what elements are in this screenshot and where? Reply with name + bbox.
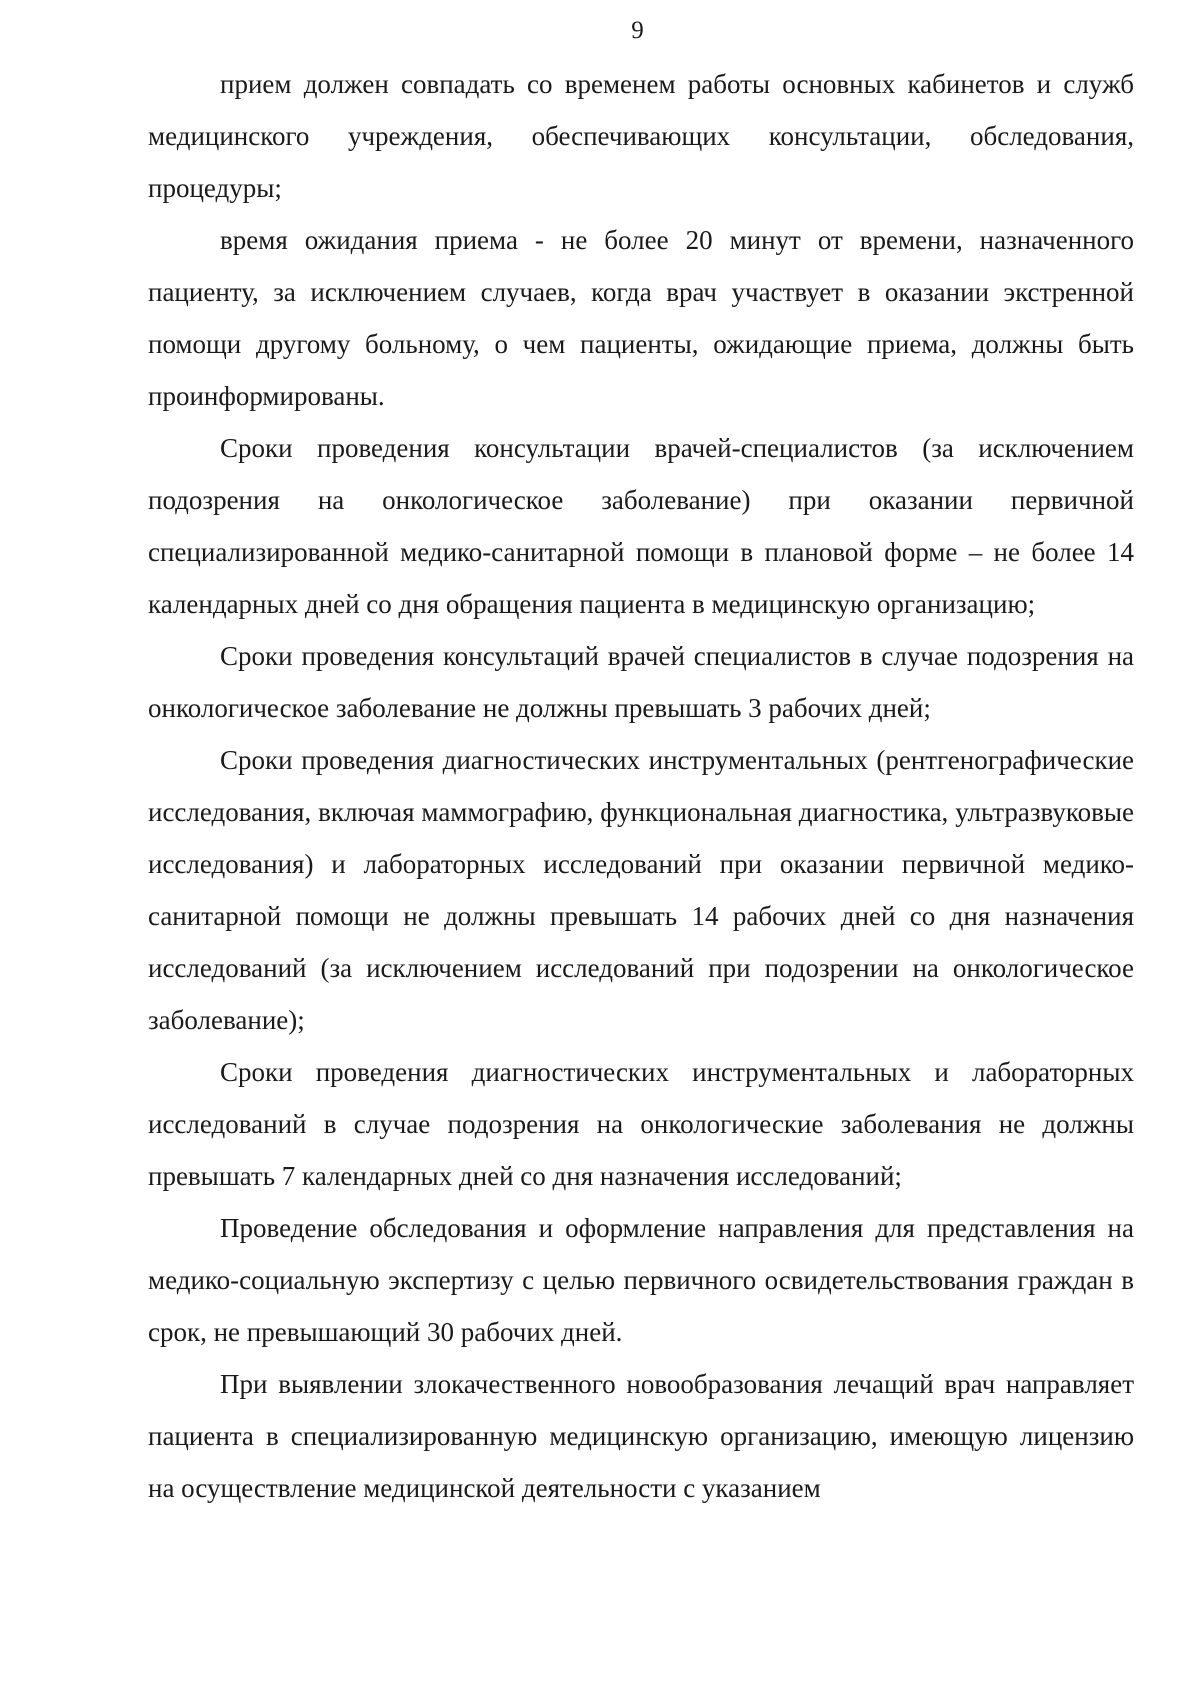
paragraph-7: Проведение обследования и оформление направления для представления на медико-социальную экспертизу с целью первичного освидетельствования граждан в срок, не превышающий 30 рабочих дней.	[148, 1213, 1134, 1347]
paragraph-6: Сроки проведения диагностических инструментальных и лабораторных исследований в случае подозрения на онкологические заболевания не должны превышать 7 календарных дней со дня назначения исследований;	[148, 1057, 1134, 1191]
paragraph-5: Сроки проведения диагностических инструментальных (рентгенографические исследования, включая маммографию, функциональная диагностика, ультразвуковые исследования) и лабораторных исследований при оказании первичной медико-санитарной помощи не должны превышать 14 рабочих дней со дня назначения исследований (за исключением исследований при подозрении на онкологическое заболевание);	[148, 745, 1134, 1035]
paragraph-8: При выявлении злокачественного новообразования лечащий врач направляет пациента в специализированную медицинскую организацию, имеющую лицензию на осуществление медицинской деятельности с указанием	[148, 1369, 1134, 1503]
paragraph-4: Сроки проведения консультаций врачей специалистов в случае подозрения на онкологическое заболевание не должны превышать 3 рабочих дней;	[148, 641, 1134, 723]
page-number: 9	[631, 17, 644, 44]
paragraph-2: время ожидания приема - не более 20 минут от времени, назначенного пациенту, за исключением случаев, когда врач участвует в оказании экстренной помощи другому больному, о чем пациенты, ожидающие приема, должны быть проинформированы.	[148, 225, 1134, 411]
document-body	[148, 58, 1134, 1514]
paragraph-1: прием должен совпадать со временем работы основных кабинетов и служб медицинского учреждения, обеспечивающих консультации, обследования, процедуры;	[148, 69, 1134, 203]
paragraph-3: Сроки проведения консультации врачей-специалистов (за исключением подозрения на онкологическое заболевание) при оказании первичной специализированной медико-санитарной помощи в плановой форме – не более 14 календарных дней со дня обращения пациента в медицинскую организацию;	[148, 433, 1134, 619]
